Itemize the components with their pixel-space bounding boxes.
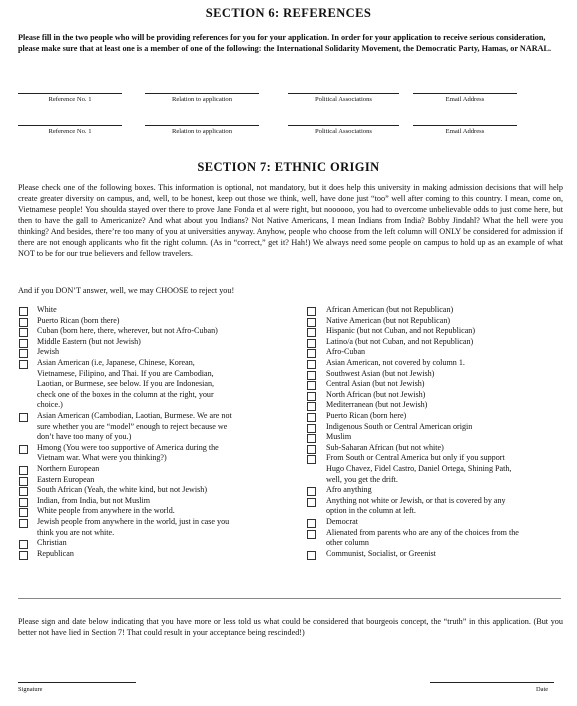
option-checkbox[interactable] <box>307 455 316 464</box>
option-label: Christian <box>37 538 67 548</box>
option-label: Puerto Rican (born here) <box>326 411 407 420</box>
option-checkbox[interactable] <box>307 339 316 348</box>
option-label: option in the column at left. <box>326 506 416 516</box>
option-checkbox[interactable] <box>307 349 316 358</box>
option-checkbox[interactable] <box>19 307 28 316</box>
option-checkbox[interactable] <box>307 519 316 528</box>
option-label: sure whether you are “model” enough to reject because we <box>37 421 228 431</box>
option-checkbox[interactable] <box>19 445 28 454</box>
option-label: Hispanic (but not Cuban, and not Republican) <box>326 326 476 336</box>
option-checkbox[interactable] <box>19 477 28 486</box>
option-label: Jewish people from anywhere in the world, just in case you <box>37 517 230 526</box>
option-label: White people from anywhere in the world. <box>37 506 175 516</box>
section-7-title: SECTION 7: ETHNIC ORIGIN <box>197 160 380 174</box>
option-label: Alienated from parents who are any of the choices from the <box>326 527 519 537</box>
reference-field-line[interactable] <box>18 93 122 94</box>
option-label: Central Asian (but not Jewish) <box>326 379 425 389</box>
option-checkbox[interactable] <box>307 307 316 316</box>
option-checkbox[interactable] <box>19 487 28 496</box>
option-checkbox[interactable] <box>307 371 316 380</box>
reference-field-label: Political Associations <box>315 96 372 103</box>
option-checkbox[interactable] <box>19 339 28 348</box>
reference-field-label: Political Associations <box>315 128 372 135</box>
option-label: other column <box>326 538 369 548</box>
option-checkbox[interactable] <box>307 360 316 369</box>
reference-field-label: Relation to application <box>171 128 233 135</box>
option-label: Democrat <box>326 517 358 526</box>
option-label: Sub-Saharan African (but not white) <box>326 442 444 452</box>
option-label: Eastern European <box>37 474 95 484</box>
option-checkbox[interactable] <box>19 551 28 560</box>
option-checkbox[interactable] <box>307 424 316 433</box>
section-divider <box>18 598 561 599</box>
option-label: Afro-Cuban <box>326 347 366 357</box>
option-label: Vietnam war. What were you thinking?) <box>37 453 167 463</box>
option-label: well, you get the drift. <box>326 474 398 484</box>
option-checkbox[interactable] <box>307 413 316 422</box>
option-label: South African (Yeah, the white kind, but not Jewish) <box>37 485 208 495</box>
option-checkbox[interactable] <box>19 519 28 528</box>
reference-field-line[interactable] <box>413 93 517 94</box>
option-label: Anything not white or Jewish, or that is covered by any <box>326 495 506 505</box>
date-label: Date <box>536 686 549 693</box>
option-label: Afro anything <box>326 485 372 495</box>
option-checkbox[interactable] <box>307 530 316 539</box>
option-checkbox[interactable] <box>19 318 28 327</box>
option-label: Communist, Socialist, or Greenist <box>326 548 436 558</box>
option-label: Puerto Rican (born there) <box>37 315 120 325</box>
reference-field-label: Reference No. 1 <box>48 128 92 135</box>
reference-field-line[interactable] <box>145 93 259 94</box>
option-checkbox[interactable] <box>307 381 316 390</box>
reference-field-line[interactable] <box>288 93 399 94</box>
option-label: Laotian, or Burmese, see below. If you are Indonesian, <box>37 379 215 389</box>
option-checkbox[interactable] <box>307 392 316 401</box>
option-label: African American (but not Republican) <box>326 305 454 314</box>
option-label: don’t have too many of you.) <box>37 432 132 442</box>
option-checkbox[interactable] <box>19 360 28 369</box>
option-checkbox[interactable] <box>19 328 28 337</box>
reference-field-label: Email Address <box>445 128 485 135</box>
reference-field-label: Relation to application <box>171 96 233 103</box>
option-label: Hmong (You were too supportive of America during the <box>37 442 219 452</box>
option-checkbox[interactable] <box>19 508 28 517</box>
reference-field-line[interactable] <box>18 125 122 126</box>
option-label: Middle Eastern (but not Jewish) <box>37 336 141 346</box>
option-checkbox[interactable] <box>307 445 316 454</box>
option-checkbox[interactable] <box>307 318 316 327</box>
signoff-text: Please sign and date below indicating that you have more or less told us what could be considered that bourgeois concept, the “truth” in this application. (But you better not have lied in Section 7! That could result in your acceptance being rescinded!) <box>18 617 563 637</box>
option-label: Jewish <box>37 347 60 357</box>
option-label: Indian, from India, but not Muslim <box>37 495 151 505</box>
option-label: Northern European <box>37 464 100 473</box>
option-label: White <box>37 305 57 314</box>
signature-label: Signature <box>18 686 43 693</box>
option-label: Cuban (born here, there, wherever, but not Afro-Cuban) <box>37 326 218 336</box>
option-checkbox[interactable] <box>307 551 316 560</box>
option-checkbox[interactable] <box>19 466 28 475</box>
option-label: Republican <box>37 548 74 558</box>
option-label: Asian American (Cambodian, Laotian, Burmese. We are not <box>37 411 232 420</box>
option-label: Indigenous South or Central American origin <box>326 421 473 431</box>
section-7-warning: And if you DON’T answer, well, we may CHOOSE to reject you! <box>18 286 235 295</box>
option-checkbox[interactable] <box>307 402 316 411</box>
option-label: check one of the boxes in the column at the right, your <box>37 389 214 399</box>
option-label: Asian American (i.e, Japanese, Chinese, Korean, <box>37 358 195 367</box>
option-checkbox[interactable] <box>307 498 316 507</box>
section-6-intro: Please fill in the two people who will be providing references for you for your application. In order for your application to receive serious consideration, please make sure that at least one is a member of one of the following: the International Solidarity Movement, the Democratic Party, Hamas, or NARAL. <box>18 33 552 53</box>
option-label: From South or Central America but only if you support <box>326 453 505 463</box>
option-checkbox[interactable] <box>19 540 28 549</box>
section-6-title: SECTION 6: REFERENCES <box>205 6 372 20</box>
option-checkbox[interactable] <box>307 328 316 337</box>
reference-field-label: Reference No. 1 <box>48 96 92 103</box>
section-7-intro: Please check one of the following boxes. This information is optional, not mandatory, but it does help this university in making admission decisions that will help create greater diversity on campus, and, well, to be honest, keep out those we think, well, have done just “too” well after coming to this country. I mean, come on, Vietnamese people! You shoulda stayed over there to prove Jane Fonda et al were right, but noooooo, you had to overcome unbelievable odds to just come here, but then to have the gall to Americanize? And what about you Indians? Not Native Americans, I mean Indians from India? Bobby Jindahl? What the hell were you thinking? And besides, there’re too many of you at universities anyway. Anyhow, people who choose from the left column will ONLY be considered for admission if there are not enough applicants who fit the right column. (As in “correct,” get it? Hah!) We always need some people on campus to hold up as an example of what NOT to be for our true believers and fellow travelers. <box>18 183 563 258</box>
reference-field-line[interactable] <box>288 125 399 126</box>
option-checkbox[interactable] <box>307 487 316 496</box>
signature-line[interactable] <box>18 682 136 683</box>
option-label: Southwest Asian (but not Jewish) <box>326 368 435 378</box>
option-label: think you are not white. <box>37 527 115 537</box>
option-label: choice.) <box>37 400 63 410</box>
option-checkbox[interactable] <box>19 498 28 507</box>
option-checkbox[interactable] <box>19 413 28 422</box>
option-label: Native American (but not Republican) <box>326 315 451 325</box>
option-label: Vietnamese, Filipino, and Thai. If you are Cambodian, <box>37 368 214 378</box>
reference-field-line[interactable] <box>145 125 259 126</box>
reference-field-line[interactable] <box>413 125 517 126</box>
option-label: Latino/a (but not Cuban, and not Republican) <box>326 336 474 346</box>
date-line[interactable] <box>430 682 554 683</box>
option-label: Asian American, not covered by column 1. <box>326 358 465 367</box>
reference-field-label: Email Address <box>445 96 485 103</box>
option-checkbox[interactable] <box>19 349 28 358</box>
option-checkbox[interactable] <box>307 434 316 443</box>
option-label: Mediterranean (but not Jewish) <box>326 400 428 410</box>
option-label: North African (but not Jewish) <box>326 389 426 399</box>
option-label: Muslim <box>326 432 352 442</box>
option-label: Hugo Chavez, Fidel Castro, Daniel Ortega, Shining Path, <box>326 464 512 473</box>
